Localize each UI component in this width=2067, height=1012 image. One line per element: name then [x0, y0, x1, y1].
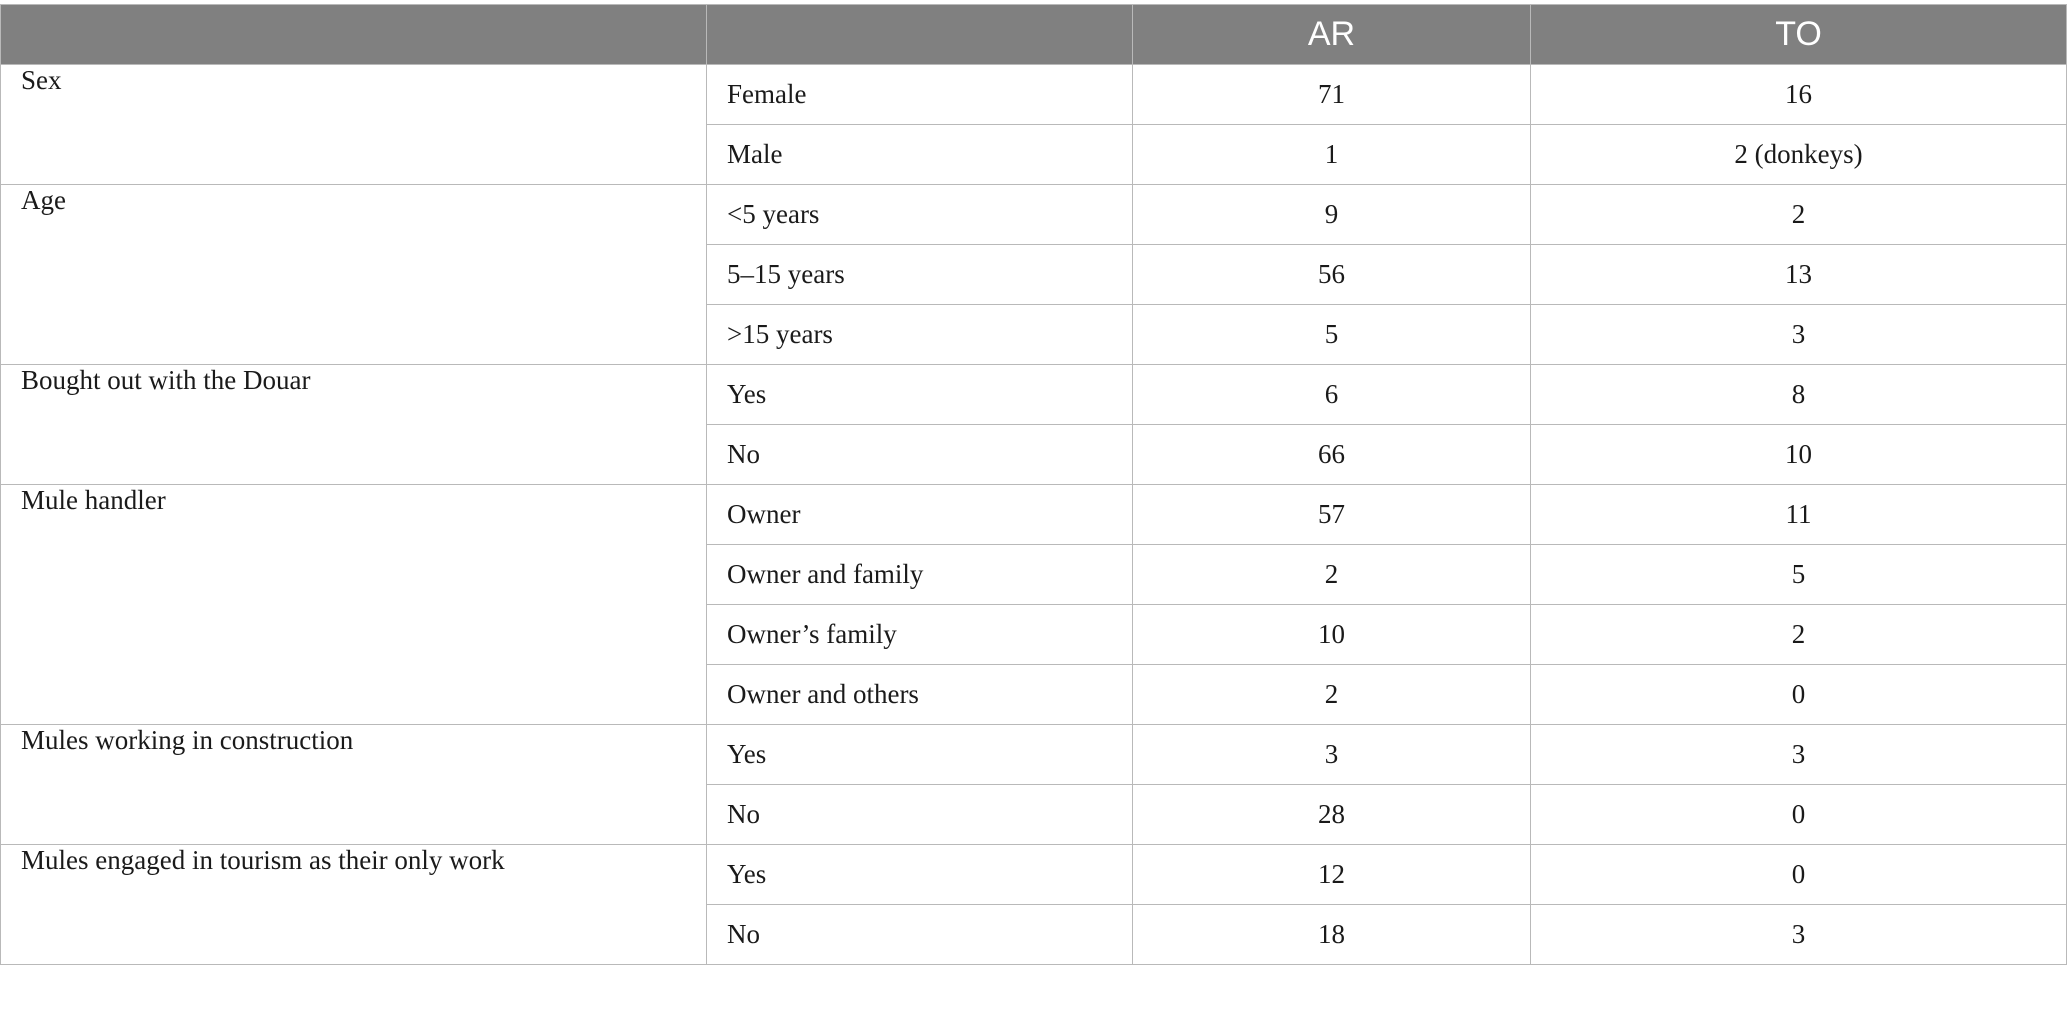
header-ar: AR: [1133, 5, 1531, 65]
ar-value-cell: 1: [1133, 125, 1531, 185]
to-value-cell: 5: [1531, 545, 2067, 605]
to-value-cell: 3: [1531, 305, 2067, 365]
ar-value-cell: 56: [1133, 245, 1531, 305]
category-cell: Female: [707, 65, 1133, 125]
to-value-cell: 3: [1531, 725, 2067, 785]
ar-value-cell: 18: [1133, 905, 1531, 965]
to-value-cell: 10: [1531, 425, 2067, 485]
category-cell: <5 years: [707, 185, 1133, 245]
data-table: [0, 4, 2067, 965]
to-value-cell: 2 (donkeys): [1531, 125, 2067, 185]
category-cell: Owner and family: [707, 545, 1133, 605]
to-value-cell: 0: [1531, 845, 2067, 905]
to-value-cell: 0: [1531, 665, 2067, 725]
category-cell: No: [707, 785, 1133, 845]
table-body: [1, 65, 2067, 965]
variable-cell: Sex: [1, 65, 707, 185]
header-variable: [1, 5, 707, 65]
ar-value-cell: 12: [1133, 845, 1531, 905]
variable-cell: Mules engaged in tourism as their only work: [1, 845, 707, 965]
to-value-cell: 3: [1531, 905, 2067, 965]
ar-value-cell: 2: [1133, 545, 1531, 605]
to-value-cell: 8: [1531, 365, 2067, 425]
category-cell: Yes: [707, 725, 1133, 785]
table-row: [1, 845, 2067, 905]
ar-value-cell: 5: [1133, 305, 1531, 365]
category-cell: Yes: [707, 365, 1133, 425]
category-cell: No: [707, 905, 1133, 965]
table-row: [1, 485, 2067, 545]
ar-value-cell: 2: [1133, 665, 1531, 725]
to-value-cell: 0: [1531, 785, 2067, 845]
variable-cell: Mules working in construction: [1, 725, 707, 845]
ar-value-cell: 57: [1133, 485, 1531, 545]
table-row: [1, 365, 2067, 425]
variable-cell: Bought out with the Douar: [1, 365, 707, 485]
table-row: [1, 725, 2067, 785]
to-value-cell: 16: [1531, 65, 2067, 125]
ar-value-cell: 6: [1133, 365, 1531, 425]
table-row: [1, 65, 2067, 125]
category-cell: 5–15 years: [707, 245, 1133, 305]
header-to: TO: [1531, 5, 2067, 65]
to-value-cell: 2: [1531, 185, 2067, 245]
ar-value-cell: 9: [1133, 185, 1531, 245]
to-value-cell: 2: [1531, 605, 2067, 665]
header-category: [707, 5, 1133, 65]
category-cell: Owner: [707, 485, 1133, 545]
category-cell: Owner and others: [707, 665, 1133, 725]
category-cell: Owner’s family: [707, 605, 1133, 665]
header-row: [1, 5, 2067, 65]
ar-value-cell: 66: [1133, 425, 1531, 485]
to-value-cell: 13: [1531, 245, 2067, 305]
ar-value-cell: 28: [1133, 785, 1531, 845]
variable-cell: Mule handler: [1, 485, 707, 725]
to-value-cell: 11: [1531, 485, 2067, 545]
category-cell: Male: [707, 125, 1133, 185]
table-header: [1, 5, 2067, 65]
ar-value-cell: 10: [1133, 605, 1531, 665]
category-cell: Yes: [707, 845, 1133, 905]
ar-value-cell: 71: [1133, 65, 1531, 125]
ar-value-cell: 3: [1133, 725, 1531, 785]
table-row: [1, 185, 2067, 245]
category-cell: >15 years: [707, 305, 1133, 365]
category-cell: No: [707, 425, 1133, 485]
variable-cell: Age: [1, 185, 707, 365]
